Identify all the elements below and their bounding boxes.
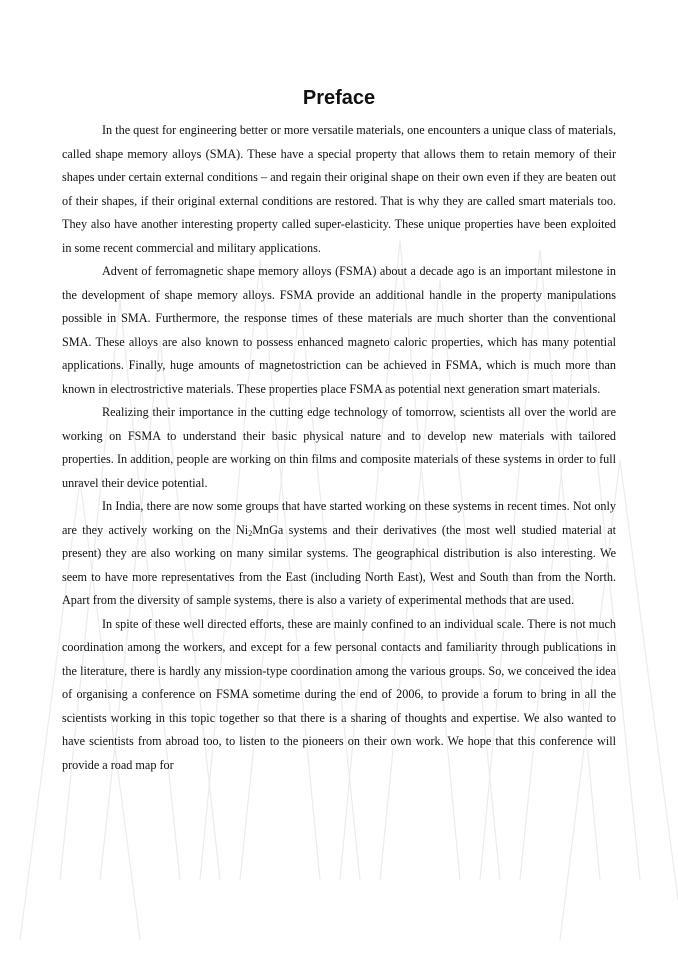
paragraph-4-part-1: In India, there are now some groups that have started working on these systems in recent times. Not only are they actively working on the Ni <box>62 499 616 537</box>
paragraph-3: Realizing their importance in the cutting edge technology of tomorrow, scientists all over the world are working on FSMA to understand their basic physical nature and to develop new materials with tailored properties. In addition, people are working on thin films and composite materials of these systems in order to full unravel their device potential. <box>62 405 616 490</box>
chemical-subscript: 2 <box>248 528 253 538</box>
paragraph-4 <box>62 495 616 613</box>
paragraph-1: In the quest for engineering better or more versatile materials, one encounters a unique class of materials, called shape memory alloys (SMA). These have a special property that allows them to retain memory of their shapes under certain external conditions – and regain their original shape on their own even if they are beaten out of their shapes, if their original external conditions are restored. That is why they are called smart materials too. They also have another interesting property called super-elasticity. These unique properties have been exploited in some recent commercial and military applications. <box>62 123 616 255</box>
paragraph-5: In spite of these well directed efforts, these are mainly confined to an individual scale. There is not much coordination among the workers, and except for a few personal contacts and familiarity through publications in the literature, there is hardly any mission-type coordination among the various groups. So, we conceived the idea of organising a conference on FSMA sometime during the end of 2006, to provide a forum to bring in all the scientists working in this topic together so that there is a sharing of thoughts and expertise. We also wanted to have scientists from abroad too, to listen to the pioneers on their own work. We hope that this conference will provide a road map for <box>62 616 616 772</box>
paragraph-2: Advent of ferromagnetic shape memory alloys (FSMA) about a decade ago is an important milestone in the development of shape memory alloys. FSMA provide an additional handle in the property manipulations possible in SMA. Furthermore, the response times of these materials are much shorter than the conventional SMA. These alloys are also known to possess enhanced magneto caloric properties, which has many potential applications. Finally, huge amounts of magnetostriction can be achieved in FSMA, which is much more than known in electrostrictive materials. These properties place FSMA as potential next generation smart materials. <box>62 264 616 396</box>
preface-content <box>62 86 616 777</box>
paragraph-4-part-2: MnGa systems and their derivatives (the most well studied material at present) they are also working on many similar systems. The geographical distribution is also interesting. We seem to have more representatives from the East (including North East), West and South than from the North. Apart from the diversity of sample systems, there is also a variety of experimental methods that are used. <box>62 522 616 607</box>
page-title: Preface <box>302 87 376 109</box>
